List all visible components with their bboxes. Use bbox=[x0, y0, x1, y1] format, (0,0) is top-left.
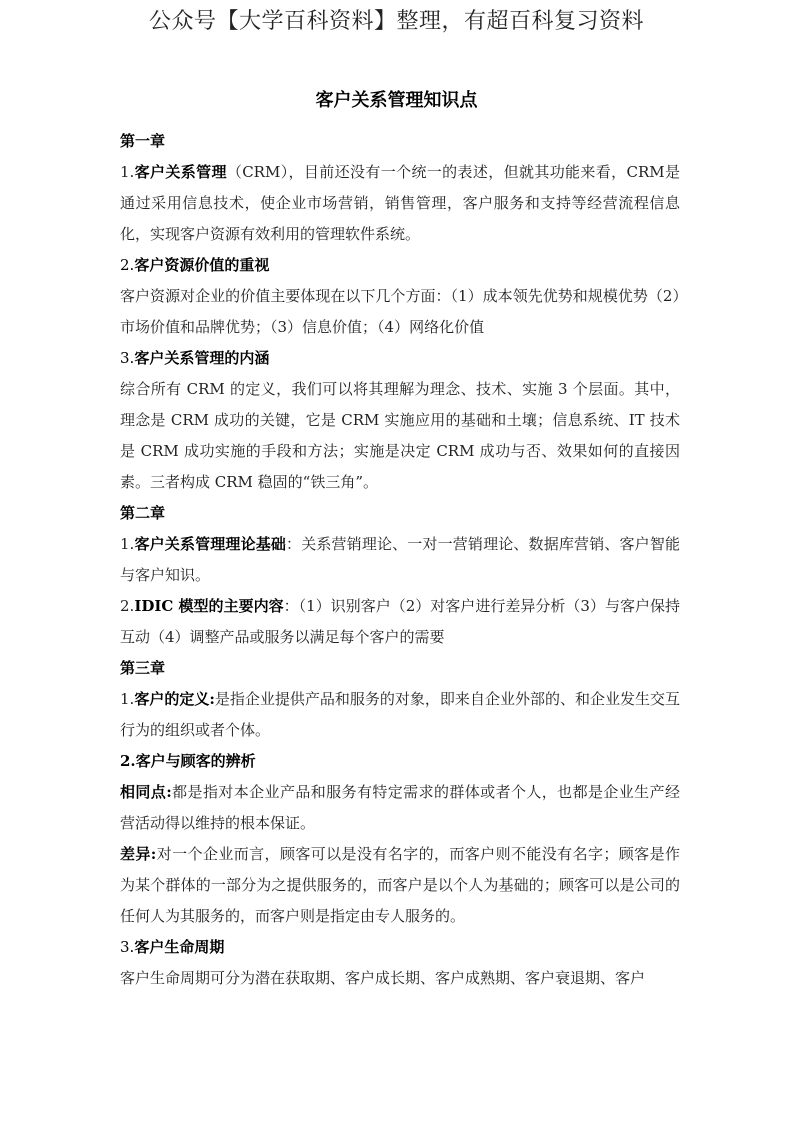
section-body: ：（1）识别客户（2）对客户进行差异分析（3）与客户保持互动（4）调整产品或服务以满足每个客户的需要 bbox=[120, 597, 680, 646]
section-heading: 客户关系管理的内涵 bbox=[134, 349, 270, 367]
item-text: 对一个企业而言，顾客可以是没有名字的，而客户则不能没有名字；顾客是作为某个群体的一部分为之提供服务的，而客户是以个人为基础的；顾客可以是公司的任何人为其服务的，而客户则是指定由专人服务的。 bbox=[120, 845, 680, 925]
watermark-header: 公众号【大学百科资料】整理，有超百科复习资料 bbox=[148, 9, 644, 34]
section-body: 综合所有 CRM 的定义，我们可以将其理解为理念、技术、实施 3 个层面。其中，理念是 CRM 成功的关键，它是 CRM 实施应用的基础和土壤；信息系统、IT 技术是 CRM 成功实施的手段和方法；实施是决定 CRM 成功与否、效果如何的直接因素。三者构成 CRM 稳固的“铁三角”。 bbox=[120, 380, 680, 491]
section-paragraph bbox=[120, 684, 680, 746]
section-heading-line bbox=[120, 250, 680, 281]
section-heading-line bbox=[120, 343, 680, 374]
item-text: 都是指对本企业产品和服务有特定需求的群体或者个人，也都是企业生产经营活动得以维持的根本保证。 bbox=[120, 783, 680, 832]
section-number: 1. bbox=[120, 690, 135, 708]
section-paragraph bbox=[120, 157, 680, 250]
section-paragraph bbox=[120, 529, 680, 591]
section-number: 2. bbox=[120, 597, 135, 615]
item-label: 差异: bbox=[120, 845, 157, 863]
section-number: 1. bbox=[120, 535, 135, 553]
section-body: （CRM），目前还没有一个统一的表述，但就其功能来看，CRM是通过采用信息技术，使企业市场营销，销售管理，客户服务和支持等经营流程信息化，实现客户资源有效利用的管理软件系统。 bbox=[120, 163, 680, 243]
section-heading: 客户与顾客的辨析 bbox=[135, 752, 256, 770]
section-heading: 客户关系管理 bbox=[134, 163, 227, 181]
document-body bbox=[120, 126, 680, 994]
section-heading-line bbox=[120, 932, 680, 963]
section-number: 3. bbox=[120, 349, 135, 367]
section-heading: 客户资源价值的重视 bbox=[134, 256, 270, 274]
section-number: 3. bbox=[120, 938, 135, 956]
comparison-similarities bbox=[120, 777, 680, 839]
chapter-heading: 第一章 bbox=[120, 132, 166, 150]
chapter-heading: 第二章 bbox=[120, 504, 166, 522]
item-label: 相同点: bbox=[120, 783, 172, 801]
section-heading-line bbox=[120, 746, 680, 777]
section-number: 1. bbox=[120, 163, 135, 181]
section-body: 客户生命周期可分为潜在获取期、客户成长期、客户成熟期、客户衰退期、客户 bbox=[120, 969, 646, 987]
section-heading: IDIC 模型的主要内容 bbox=[134, 597, 284, 615]
section-heading: 客户生命周期 bbox=[134, 938, 225, 956]
section-number: 2. bbox=[120, 256, 135, 274]
chapter-heading: 第三章 bbox=[120, 659, 166, 677]
section-body: ：关系营销理论、一对一营销理论、数据库营销、客户智能与客户知识。 bbox=[120, 535, 680, 584]
section-heading: 客户的定义: bbox=[134, 690, 215, 708]
section-number: 2. bbox=[120, 752, 136, 770]
document-title: 客户关系管理知识点 bbox=[315, 90, 478, 111]
section-heading: 客户关系管理理论基础 bbox=[134, 535, 287, 553]
section-body: 是指企业提供产品和服务的对象，即来自企业外部的、和企业发生交互行为的组织或者个体。 bbox=[120, 690, 680, 739]
section-body: 客户资源对企业的价值主要体现在以下几个方面：（1）成本领先优势和规模优势（2）市场价值和品牌优势；（3）信息价值；（4）网络化价值 bbox=[120, 287, 680, 336]
comparison-differences bbox=[120, 839, 680, 932]
section-paragraph bbox=[120, 591, 680, 653]
